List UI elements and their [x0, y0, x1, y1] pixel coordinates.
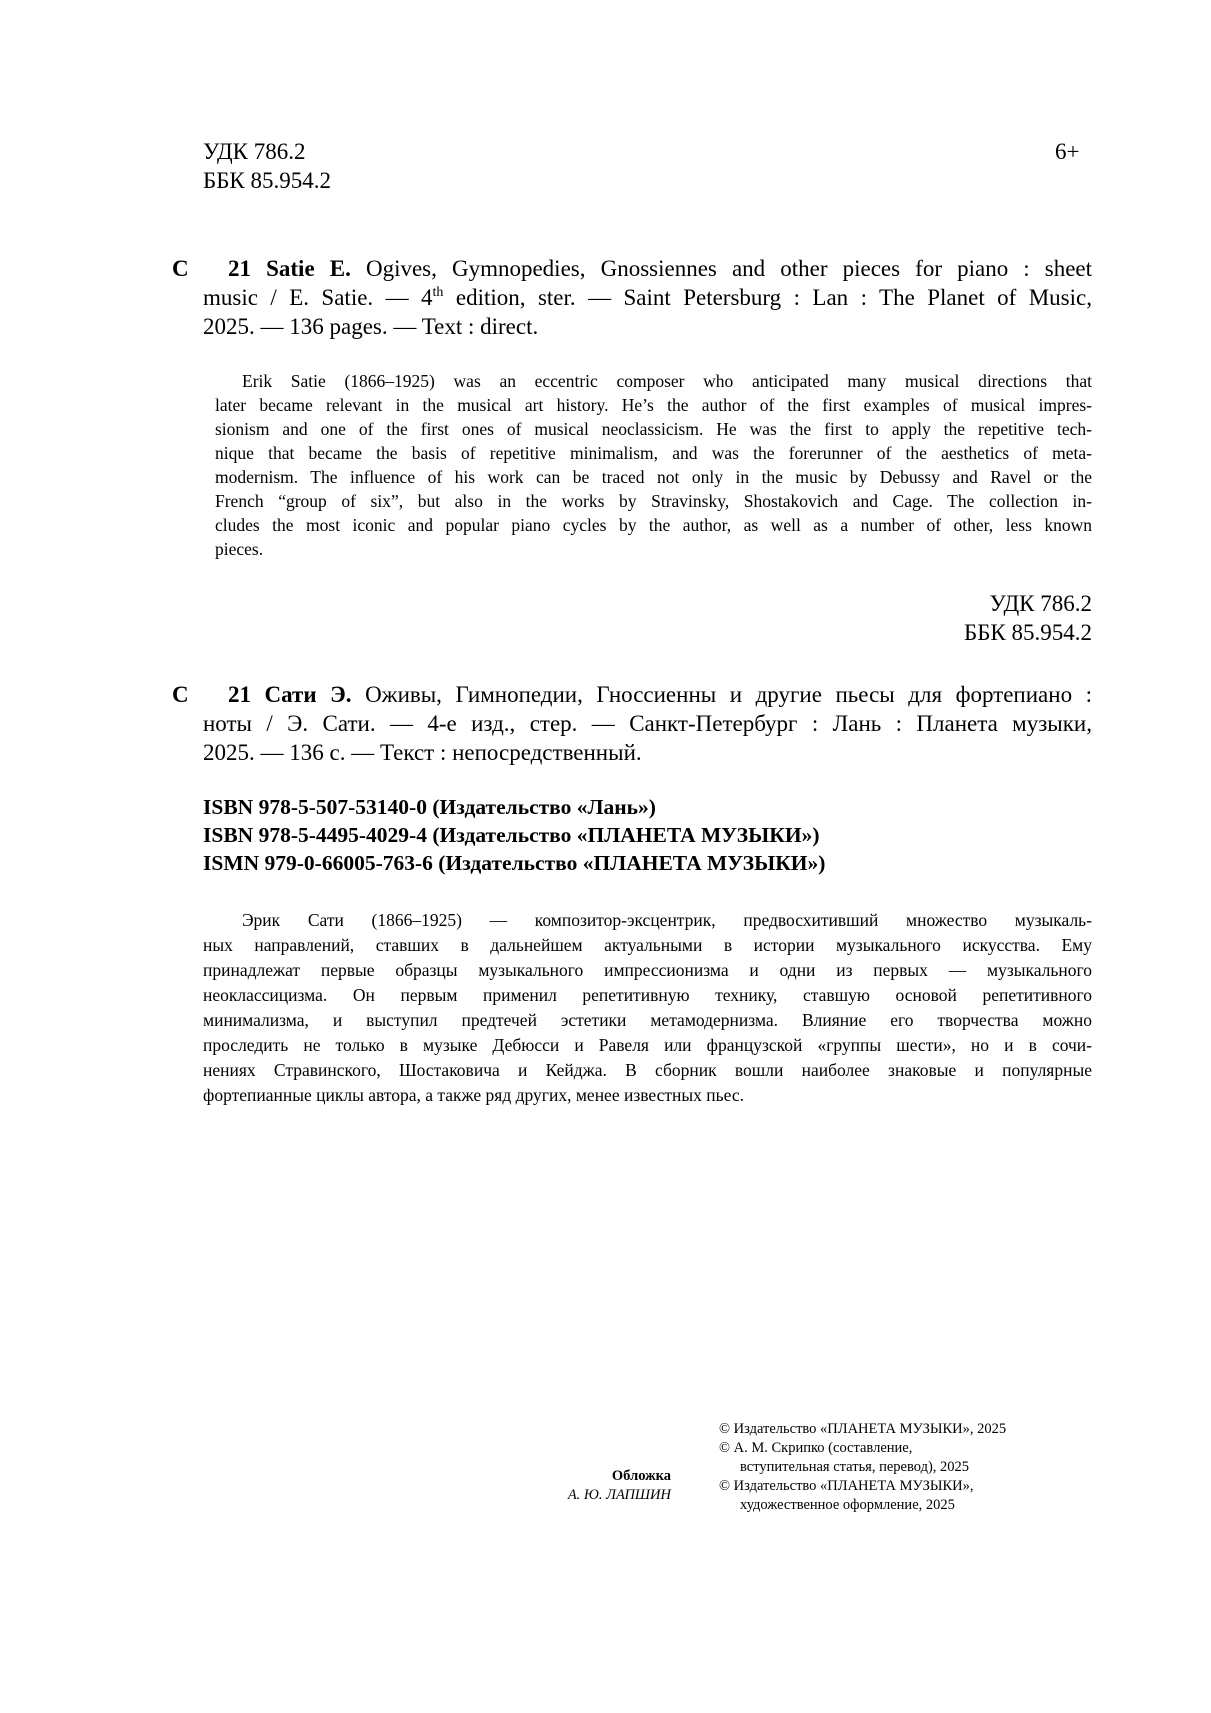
isbn-line: ISBN 978-5-507-53140-0 (Издательство «Лань») — [203, 795, 656, 819]
english-abstract-line: nique that became the basis of repetitive minimalism, and was the forerunner of the aesthetics of meta- — [215, 443, 1092, 463]
russian-abstract-line: принадлежат первые образцы музыкального импрессионизма и одни из первых — музыкального — [203, 960, 1092, 980]
isbn-line: ISBN 978-5-4495-4029-4 (Издательство «ПЛАНЕТА МУЗЫКИ») — [203, 823, 820, 847]
english-entry-line-2: music / E. Satie. — 4th edition, ster. — Saint Petersburg : Lan : The Planet of Music, — [203, 285, 1092, 310]
cover-credit-name: А. Ю. ЛАПШИН — [567, 1487, 671, 1503]
udk-code: УДК 786.2 — [203, 139, 306, 164]
russian-abstract-line: неоклассицизма. Он первым применил репетитивную технику, ставшую основой репетитивного — [203, 985, 1092, 1005]
russian-abstract-line: нениях Стравинского, Шостаковича и Кейджа. В сборник вошли наиболее знаковые и популярные — [203, 1060, 1092, 1080]
cover-credit-label: Обложка — [611, 1468, 671, 1484]
english-abstract-line: later became relevant in the musical art history. He’s the author of the first examples of musical impres- — [215, 395, 1092, 415]
copyright-line: художественное оформление, 2025 — [740, 1497, 955, 1513]
english-abstract-line: modernism. The influence of his work can be traced not only in the music by Debussy and Ravel or the — [215, 467, 1092, 487]
english-abstract-line: sionism and one of the first ones of musical neoclassicism. He was the first to apply the repetitive tech- — [215, 419, 1092, 439]
english-entry-code: С 21 — [172, 256, 251, 281]
copyright-line: © А. М. Скрипко (составление, — [719, 1440, 913, 1456]
russian-abstract-line: минимализма, и выступил предтечей эстетики метамодернизма. Влияние его творчества можно — [203, 1010, 1092, 1030]
russian-entry-title: Оживы, Гимнопедии, Гноссиенны и другие пьесы для фортепиано : — [365, 682, 1093, 707]
russian-entry-line-2: ноты / Э. Сати. — 4-е изд., стер. — Санкт-Петербург : Лань : Планета музыки, — [203, 711, 1092, 736]
english-abstract-line: French “group of six”, but also in the works by Stravinsky, Shostakovich and Cage. The collection in- — [215, 491, 1092, 511]
copyright-line: вступительная статья, перевод), 2025 — [740, 1459, 970, 1475]
copyright-line: © Издательство «ПЛАНЕТА МУЗЫКИ», 2025 — [719, 1421, 1007, 1437]
english-abstract-line: Erik Satie (1866–1925) was an eccentric composer who anticipated many musical directions that — [242, 371, 1092, 391]
russian-abstract-line: Эрик Сати (1866–1925) — композитор-эксцентрик, предвосхитивший множество музыкаль- — [242, 910, 1092, 930]
english-entry-title: Ogives, Gymnopedies, Gnossiennes and other pieces for piano : sheet — [365, 256, 1093, 281]
english-entry-author: Satie E. — [266, 256, 351, 281]
edition-number: 4th — [421, 285, 444, 310]
russian-entry-code: С 21 — [172, 682, 251, 707]
english-abstract-line: cludes the most iconic and popular piano cycles by the author, as well as a number of other, less known — [215, 515, 1092, 535]
age-rating: 6+ — [1055, 139, 1080, 164]
russian-entry-author: Сати Э. — [264, 682, 352, 707]
english-entry-line-3: 2025. — 136 pages. — Text : direct. — [203, 314, 539, 339]
russian-entry-line-3: 2025. — 136 с. — Текст : непосредственный. — [203, 740, 642, 765]
udk-code-right: УДК 786.2 — [989, 591, 1092, 616]
ismn-line: ISMN 979-0-66005-763-6 (Издательство «ПЛАНЕТА МУЗЫКИ») — [203, 851, 826, 875]
russian-abstract-line: фортепианные циклы автора, а также ряд других, менее известных пьес. — [203, 1085, 744, 1105]
copyright-line: © Издательство «ПЛАНЕТА МУЗЫКИ», — [719, 1478, 974, 1494]
bbk-code: ББК 85.954.2 — [203, 168, 332, 193]
english-abstract-line: pieces. — [215, 539, 264, 559]
russian-entry-line-1 — [172, 683, 1092, 706]
russian-abstract-line: проследить не только в музыке Дебюсси и Равеля или французской «группы шести», но и в сочи- — [203, 1035, 1092, 1055]
english-entry-line-1 — [172, 257, 1092, 280]
russian-abstract-line: ных направлений, ставших в дальнейшем актуальными в истории музыкального искусства. Ему — [203, 935, 1092, 955]
bbk-code-right: ББК 85.954.2 — [963, 620, 1092, 645]
